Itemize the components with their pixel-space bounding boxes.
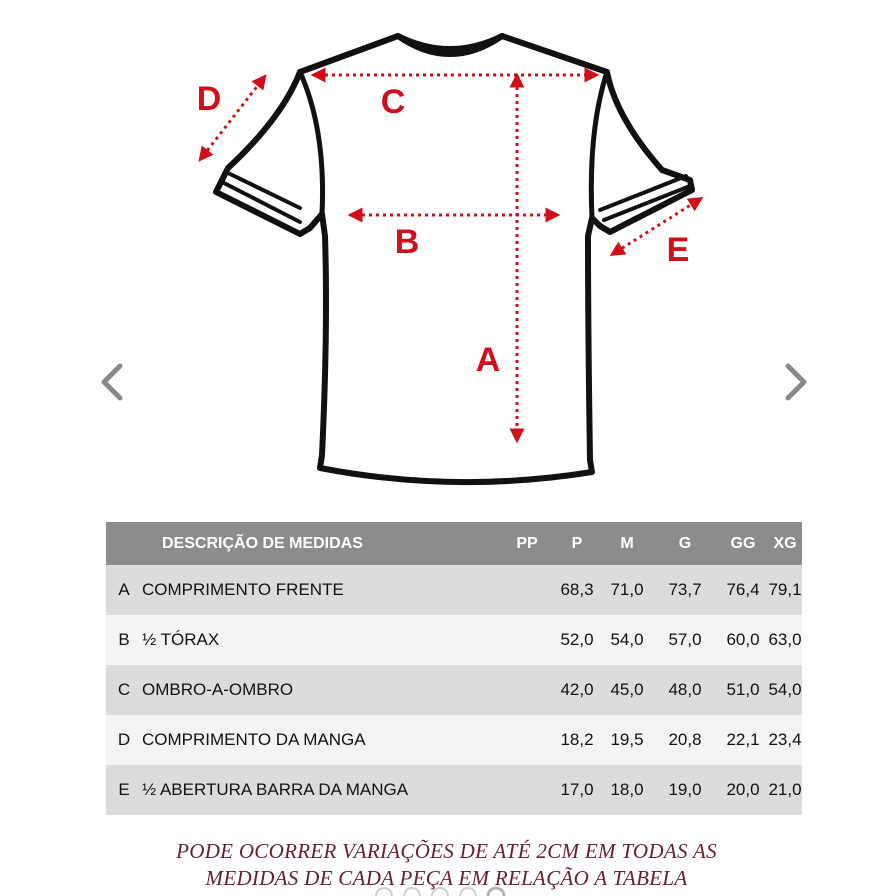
table-row (106, 665, 802, 715)
row-description: COMPRIMENTO DA MANGA (142, 715, 502, 765)
cell-gg: 60,0 (718, 615, 768, 665)
cell-gg: 51,0 (718, 665, 768, 715)
carousel-prev-button[interactable] (92, 360, 132, 404)
cell-pp (502, 615, 552, 665)
cell-p: 17,0 (552, 765, 602, 815)
cell-gg: 22,1 (718, 715, 768, 765)
cell-gg: 20,0 (718, 765, 768, 815)
cell-xg: 63,0 (768, 615, 802, 665)
cell-pp (502, 765, 552, 815)
measure-label-b: B (394, 223, 420, 261)
cell-p: 42,0 (552, 665, 602, 715)
table-row (106, 615, 802, 665)
pagination-dot-active[interactable] (488, 888, 504, 896)
tolerance-note-line-2: MEDIDAS DE CADA PEÇA EM RELAÇÃO A TABELA (205, 866, 688, 890)
chevron-left-icon (92, 360, 132, 404)
cell-xg: 79,1 (768, 565, 802, 615)
cell-pp (502, 665, 552, 715)
measurement-lines (203, 75, 697, 436)
pagination-dot[interactable] (432, 888, 448, 896)
cell-xg: 23,4 (768, 715, 802, 765)
table-header-row (106, 522, 802, 565)
measure-label-e: E (666, 231, 690, 269)
row-code: B (106, 615, 142, 665)
header-code (106, 522, 142, 565)
table-row (106, 565, 802, 615)
header-size-g: G (652, 522, 718, 565)
cell-m: 19,5 (602, 715, 652, 765)
header-size-m: M (602, 522, 652, 565)
pagination-dot[interactable] (376, 888, 392, 896)
pagination-dot[interactable] (460, 888, 476, 896)
row-code: D (106, 715, 142, 765)
row-description: ½ ABERTURA BARRA DA MANGA (142, 765, 502, 815)
table-row (106, 715, 802, 765)
chevron-right-icon (776, 360, 816, 404)
header-size-xg: XG (768, 522, 802, 565)
cell-pp (502, 715, 552, 765)
cell-p: 68,3 (552, 565, 602, 615)
cell-g: 73,7 (652, 565, 718, 615)
cell-gg: 76,4 (718, 565, 768, 615)
cell-m: 54,0 (602, 615, 652, 665)
cell-g: 57,0 (652, 615, 718, 665)
tshirt-outline (216, 36, 692, 482)
cell-xg: 21,0 (768, 765, 802, 815)
cell-xg: 54,0 (768, 665, 802, 715)
row-code: A (106, 565, 142, 615)
table-row (106, 765, 802, 815)
header-description: DESCRIÇÃO DE MEDIDAS (142, 522, 502, 565)
cell-g: 19,0 (652, 765, 718, 815)
cell-m: 18,0 (602, 765, 652, 815)
cell-p: 52,0 (552, 615, 602, 665)
cell-m: 71,0 (602, 565, 652, 615)
row-description: COMPRIMENTO FRENTE (142, 565, 502, 615)
measure-label-a: A (475, 341, 501, 379)
cell-g: 48,0 (652, 665, 718, 715)
header-size-pp: PP (502, 522, 552, 565)
header-size-gg: GG (718, 522, 768, 565)
row-description: ½ TÓRAX (142, 615, 502, 665)
cell-p: 18,2 (552, 715, 602, 765)
row-description: OMBRO-A-OMBRO (142, 665, 502, 715)
measure-label-c: C (380, 83, 406, 121)
cell-pp (502, 565, 552, 615)
cell-g: 20,8 (652, 715, 718, 765)
header-size-p: P (552, 522, 602, 565)
measure-label-d: D (196, 80, 222, 118)
carousel-pagination (370, 884, 530, 896)
row-code: E (106, 765, 142, 815)
row-code: C (106, 665, 142, 715)
pagination-dot[interactable] (404, 888, 420, 896)
tolerance-note-line-1: PODE OCORRER VARIAÇÕES DE ATÉ 2CM EM TODAS AS (176, 839, 717, 863)
size-measurement-table (106, 522, 802, 815)
carousel-next-button[interactable] (776, 360, 816, 404)
cell-m: 45,0 (602, 665, 652, 715)
